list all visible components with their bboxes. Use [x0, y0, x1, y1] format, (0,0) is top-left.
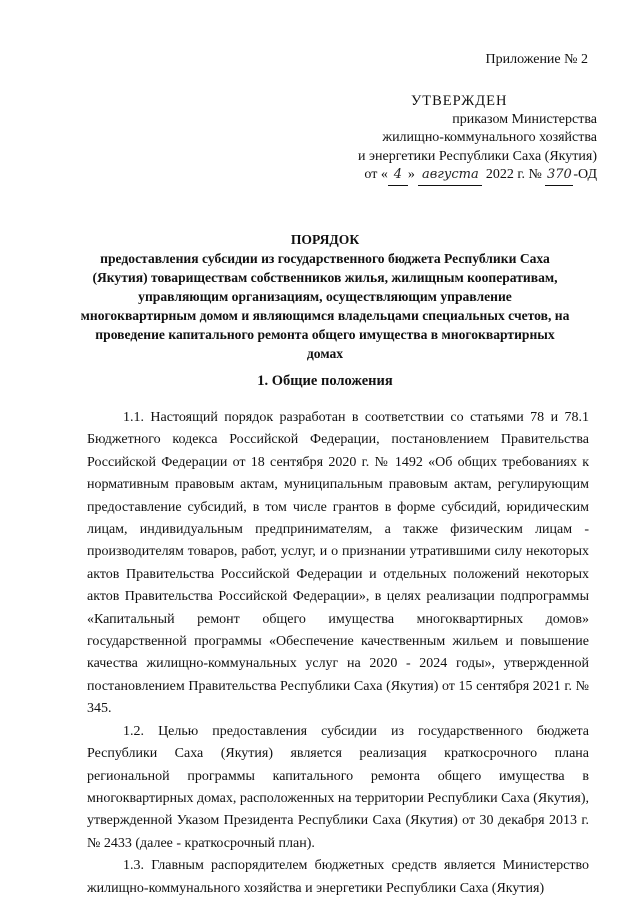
approval-line-1: приказом Министерства — [452, 111, 597, 127]
handwritten-number: 370 — [545, 166, 573, 186]
date-year: 2022 г. № — [485, 167, 542, 182]
date-mid: » — [407, 167, 415, 182]
document-subtitle: предоставления субсидии из государственного бюджета Республики Саха (Якутия) товариществам собственников жилья, жилищным кооперативам, управляющим организациям, осуществляющим управление многоквартирным домом и являющимся владельцами специальных счетов, на проведение капитального ремонта общего имущества в многоквартирных домах — [80, 251, 570, 361]
section-heading: 1. Общие положения — [257, 373, 393, 389]
approval-line-2: жилищно-коммунального хозяйства — [382, 130, 597, 145]
approval-heading: УТВЕРЖДЕН — [411, 93, 508, 109]
annex-label: Приложение № 2 — [485, 52, 588, 67]
approval-line-3: и энергетики Республики Саха (Якутия) — [357, 148, 597, 164]
approval-date-line — [305, 166, 605, 186]
paragraph-1-1: 1.1. Настоящий порядок разработан в соответствии со статьями 78 и 78.1 Бюджетного кодекса Российской Федерации, постановлением Правительства Российской Федерации от 18 сентября 2020 г. № 1492 «Об общих требованиях к нормативным правовым актам, муниципальным правовым актам, регулирующим предоставление субсидий, в том числе грантов в форме субсидий, юридическим лицам, индивидуальным предпринимателям, а также физическим лицам - производителям товаров, работ, услуг, и о признании утратившими силу некоторых актов Правительства Российской Федерации и отдельных положений некоторых актов Правительства Российской Федерации», в целях реализации подпрограммы «Капитальный ремонт общего имущества многоквартирных домов» государственной программы «Обеспечение качественным жильем и повышение качества жилищно-коммунальных услуг на 2020 - 2024 годы», утвержденной постановлением Правительства Республики Саха (Якутия) от 15 сентября 2021 г. № 345. — [87, 410, 589, 717]
paragraph-1-3: 1.3. Главным распорядителем бюджетных средств является Министерство жилищно-коммунального хозяйства и энергетики Республики Саха (Якутия) — [87, 858, 589, 896]
handwritten-day: 4 — [388, 166, 408, 186]
document-body — [87, 407, 589, 900]
approval-stamp — [305, 92, 605, 186]
date-prefix: от « — [364, 167, 388, 182]
paragraph-1-2: 1.2. Целью предоставления субсидии из государственного бюджета Республики Саха (Якутия) является реализация краткосрочного плана региональной программы капитального ремонта общего имущества в многоквартирных домах, расположенных на территории Республики Саха (Якутия), утвержденной Указом Президента Республики Саха (Якутия) от 30 декабря 2013 г. № 2433 (далее - краткосрочный план). — [87, 723, 589, 851]
number-suffix: -ОД — [573, 167, 597, 182]
document-title: ПОРЯДОК — [290, 232, 360, 247]
handwritten-month: августа — [418, 166, 482, 186]
